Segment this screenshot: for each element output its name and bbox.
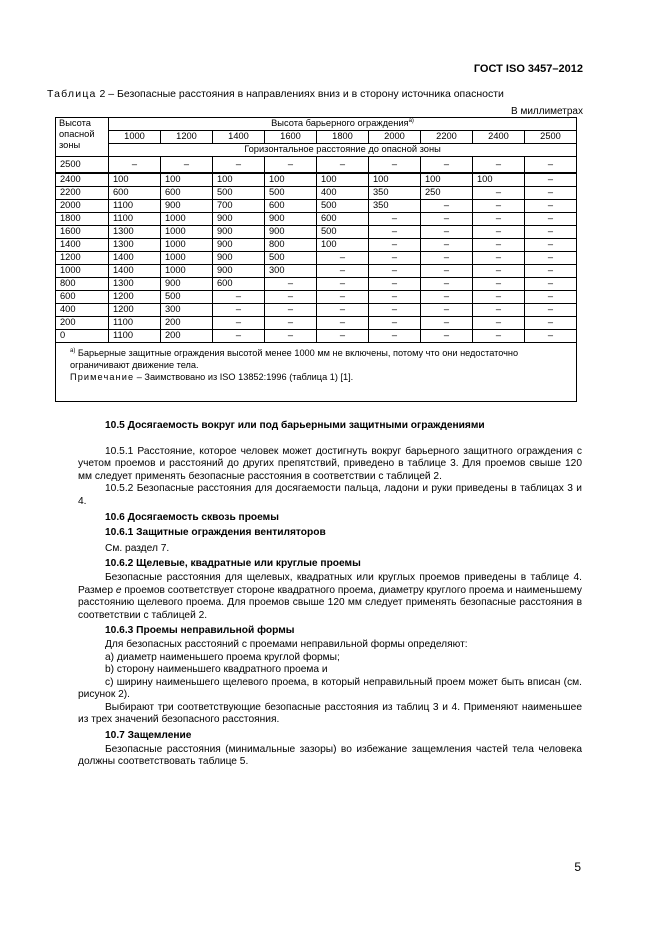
table-cell: 600 (265, 200, 317, 213)
barrier-height-header: Высота барьерного ограждения$^{а)}$ (109, 118, 577, 131)
table-cell: – (421, 252, 473, 265)
table-row (56, 265, 577, 278)
table-cell: – (317, 278, 369, 291)
list-item-c: с) ширину наименьшего щелевого проема, в который неправильный проем может быть вписан (см. рисунок 2). (78, 676, 582, 701)
row-height-cell: 600 (56, 291, 109, 304)
row-height-cell: 1200 (56, 252, 109, 265)
table-cell: – (473, 239, 525, 252)
table-cell: 300 (265, 265, 317, 278)
table-cell: – (525, 278, 577, 291)
table-cell: 900 (265, 213, 317, 226)
table-caption-label: Таблица (47, 88, 97, 100)
row-height-cell: 0 (56, 330, 109, 343)
table-row (56, 278, 577, 291)
table-cell: – (265, 317, 317, 330)
table-cell: 1400 (109, 265, 161, 278)
table-cell: 1300 (109, 226, 161, 239)
table-cell: 900 (161, 278, 213, 291)
section-10-6-3-choose: Выбирают три соответствующие безопасные расстояния из таблиц 3 и 4. Применяют наименьшее из трех значений безопасного расстояния. (78, 701, 582, 726)
table-row (56, 291, 577, 304)
table-cell: – (109, 157, 161, 174)
table-cell: 100 (161, 173, 213, 187)
table-cell: 100 (317, 173, 369, 187)
table-cell: – (473, 226, 525, 239)
table-cell: 1200 (109, 291, 161, 304)
table-cell: 350 (369, 187, 421, 200)
row-height-cell: 1800 (56, 213, 109, 226)
table-notes (56, 343, 577, 402)
table-cell: 1100 (109, 317, 161, 330)
table-cell: 500 (317, 200, 369, 213)
table-cell: – (473, 304, 525, 317)
table-cell: 1000 (161, 252, 213, 265)
table-cell: – (421, 157, 473, 174)
units-label: В миллиметрах (511, 106, 583, 117)
table-cell: – (473, 330, 525, 343)
table-cell: – (369, 157, 421, 174)
table-row (56, 330, 577, 343)
table-cell: 500 (317, 226, 369, 239)
table-cell: 1000 (161, 239, 213, 252)
horizontal-distance-header: Горизонтальное расстояние до опасной зоны (109, 144, 577, 157)
table-cell: – (525, 173, 577, 187)
table-cell: – (473, 200, 525, 213)
table-cell: – (473, 157, 525, 174)
table-cell: 100 (213, 173, 265, 187)
table-cell: – (525, 213, 577, 226)
column-header: 1200 (161, 131, 213, 144)
table-cell: – (369, 213, 421, 226)
table-cell: 100 (109, 173, 161, 187)
table-cell: 1100 (109, 213, 161, 226)
table-cell: 600 (109, 187, 161, 200)
table-cell: 500 (213, 187, 265, 200)
table-cell: – (213, 304, 265, 317)
table-cell: – (525, 304, 577, 317)
table-cell: 350 (369, 200, 421, 213)
row-height-cell: 2000 (56, 200, 109, 213)
table-cell: 200 (161, 330, 213, 343)
table-cell: 500 (265, 187, 317, 200)
column-header: 1800 (317, 131, 369, 144)
section-10-7-title: 10.7 Защемление (105, 730, 192, 742)
table-cell: – (317, 157, 369, 174)
table-cell: 1400 (109, 252, 161, 265)
table-cell: 900 (265, 226, 317, 239)
table-cell: – (421, 265, 473, 278)
table-cell: – (369, 226, 421, 239)
row-height-cell: 2500 (56, 157, 109, 174)
section-10-5-1: 10.5.1 Расстояние, которое человек может достигнуть вокруг барьерного защитного ограждения с учетом проемов и расстояний до других препятствий, приведено в таблице 3. Для проемов свыше 120 мм следует применять безопасные расстояния в соответствии с таблицей 2. (78, 445, 582, 482)
safety-distance-table (55, 117, 577, 402)
section-10-6-title: 10.6 Досягаемость сквозь проемы (105, 511, 279, 523)
table-cell: – (369, 252, 421, 265)
table-row (56, 304, 577, 317)
table-cell: – (473, 265, 525, 278)
row-height-cell: 400 (56, 304, 109, 317)
table-row (56, 173, 577, 187)
table-row (56, 226, 577, 239)
table-cell: 1000 (161, 226, 213, 239)
table-cell: – (317, 252, 369, 265)
row-height-cell: 1400 (56, 239, 109, 252)
table-row (56, 317, 577, 330)
section-10-6-1-title: 10.6.1 Защитные ограждения вентиляторов (105, 527, 326, 539)
body-text (78, 420, 582, 769)
table-row (56, 157, 577, 174)
table-cell: – (525, 239, 577, 252)
table-cell: – (265, 291, 317, 304)
table-cell: – (525, 200, 577, 213)
table-cell: 900 (213, 226, 265, 239)
table-cell: 600 (317, 213, 369, 226)
table-cell: 1300 (109, 278, 161, 291)
table-cell: – (421, 226, 473, 239)
table-cell: 100 (369, 173, 421, 187)
table-cell: – (317, 265, 369, 278)
table-cell: – (213, 330, 265, 343)
table-cell: – (369, 239, 421, 252)
table-cell: – (369, 330, 421, 343)
table-cell: – (317, 317, 369, 330)
column-header: 2200 (421, 131, 473, 144)
table-cell: – (525, 157, 577, 174)
table-cell: – (473, 213, 525, 226)
table-cell: 900 (213, 239, 265, 252)
table-cell: – (473, 252, 525, 265)
column-header: 2400 (473, 131, 525, 144)
table-cell: 1000 (161, 213, 213, 226)
column-header: 1600 (265, 131, 317, 144)
table-cell: – (265, 278, 317, 291)
section-10-6-3-title: 10.6.3 Проемы неправильной формы (105, 625, 295, 637)
table-caption-text: 2 – Безопасные расстояния в направлениях вниз и в сторону источника опасности (96, 88, 504, 100)
table-cell: 300 (161, 304, 213, 317)
table-cell: – (421, 239, 473, 252)
table-cell: 900 (161, 200, 213, 213)
row-height-cell: 1600 (56, 226, 109, 239)
footnote: $^{а)}$ Барьерные защитные ограждения высотой менее 1000 мм не включены, потому что они недостаточно ограничивают движение тела. (70, 347, 519, 370)
table-cell: 100 (473, 173, 525, 187)
column-header: 2500 (525, 131, 577, 144)
table-cell: 600 (213, 278, 265, 291)
table-row (56, 252, 577, 265)
table-cell: 400 (317, 187, 369, 200)
section-10-7-text: Безопасные расстояния (минимальные зазоры) во избежание защемления частей тела человека должны соответствовать таблице 5. (78, 743, 582, 768)
row-height-cell: 2400 (56, 173, 109, 187)
table-cell: – (317, 304, 369, 317)
table-cell: 700 (213, 200, 265, 213)
table-row (56, 239, 577, 252)
notes-row (56, 343, 577, 402)
row-height-cell: 800 (56, 278, 109, 291)
table-cell: – (213, 317, 265, 330)
table-cell: – (265, 304, 317, 317)
table-cell: 800 (265, 239, 317, 252)
row-height-cell: 200 (56, 317, 109, 330)
table-cell: 1300 (109, 239, 161, 252)
table-cell: 900 (213, 252, 265, 265)
table-cell: 500 (161, 291, 213, 304)
table-cell: 1200 (109, 304, 161, 317)
section-10-6-3-intro: Для безопасных расстояний с проемами неправильной формы определяют: (105, 638, 468, 650)
column-header: 2000 (369, 131, 421, 144)
row-height-cell: 2200 (56, 187, 109, 200)
table-cell: 100 (317, 239, 369, 252)
table-cell: – (161, 157, 213, 174)
column-header: 1000 (109, 131, 161, 144)
section-10-6-2-title: 10.6.2 Щелевые, квадратные или круглые проемы (105, 558, 361, 570)
list-item-b: b) сторону наименьшего квадратного проема и (105, 664, 328, 676)
table-note: Примечание – Заимствовано из ISO 13852:1996 (таблица 1) [1]. (70, 372, 354, 382)
table-cell: – (525, 330, 577, 343)
table-cell: – (525, 265, 577, 278)
standard-id: ГОСТ ISO 3457–2012 (473, 63, 583, 75)
table-cell: – (421, 330, 473, 343)
section-10-6-2-text: Безопасные расстояния для щелевых, квадратных или круглых проемов приведены в таблице 4. Размер e проемов соответствует стороне квадратного проема, диаметру круглого проема и наименьшему расстоянию щелевого проема. Для проемов свыше 120 мм следует применять безопасные расстояния в соответствии с таблицей 2. (78, 571, 582, 621)
table-cell: – (525, 187, 577, 200)
table-row (56, 200, 577, 213)
table-cell: 100 (421, 173, 473, 187)
zone-height-header: Высота опасной зоны (56, 118, 109, 157)
table-cell: – (369, 304, 421, 317)
table-cell: 1000 (161, 265, 213, 278)
footnote-marker: а) (408, 117, 414, 124)
table-cell: – (525, 226, 577, 239)
table-cell: – (421, 304, 473, 317)
table-cell: 600 (161, 187, 213, 200)
table-cell: 900 (213, 213, 265, 226)
table-cell: – (421, 317, 473, 330)
table-cell: – (525, 291, 577, 304)
table-cell: – (369, 317, 421, 330)
table-caption (47, 88, 504, 100)
table-cell: – (421, 213, 473, 226)
table-cell: – (525, 317, 577, 330)
table-cell: – (369, 278, 421, 291)
table-cell: – (265, 157, 317, 174)
table-cell: – (421, 291, 473, 304)
list-item-a: а) диаметр наименьшего проема круглой формы; (105, 651, 340, 663)
table-cell: – (369, 265, 421, 278)
table-row (56, 213, 577, 226)
table-cell: – (525, 252, 577, 265)
table-cell: 1100 (109, 200, 161, 213)
table-cell: – (317, 330, 369, 343)
table-cell: – (473, 317, 525, 330)
table-cell: – (473, 278, 525, 291)
table-row (56, 187, 577, 200)
page-number: 5 (574, 860, 581, 874)
table-cell: 200 (161, 317, 213, 330)
table-cell: 250 (421, 187, 473, 200)
column-header: 1400 (213, 131, 265, 144)
section-10-6-1-text: См. раздел 7. (105, 542, 170, 554)
section-10-5-2: 10.5.2 Безопасные расстояния для досягаемости пальца, ладони и руки приведены в таблицах 3 и 4. (78, 483, 582, 507)
table-cell: – (317, 291, 369, 304)
table-cell: – (473, 187, 525, 200)
table-cell: 900 (213, 265, 265, 278)
table-cell: – (213, 291, 265, 304)
table-cell: – (265, 330, 317, 343)
table-cell: – (421, 278, 473, 291)
table-cell: – (213, 157, 265, 174)
section-10-5-title: 10.5 Досягаемость вокруг или под барьерными защитными ограждениями (105, 420, 485, 431)
table-cell: – (473, 291, 525, 304)
table-cell: 500 (265, 252, 317, 265)
row-height-cell: 1000 (56, 265, 109, 278)
table-cell: 100 (265, 173, 317, 187)
table-cell: – (421, 200, 473, 213)
table-cell: – (369, 291, 421, 304)
table-cell: 1100 (109, 330, 161, 343)
